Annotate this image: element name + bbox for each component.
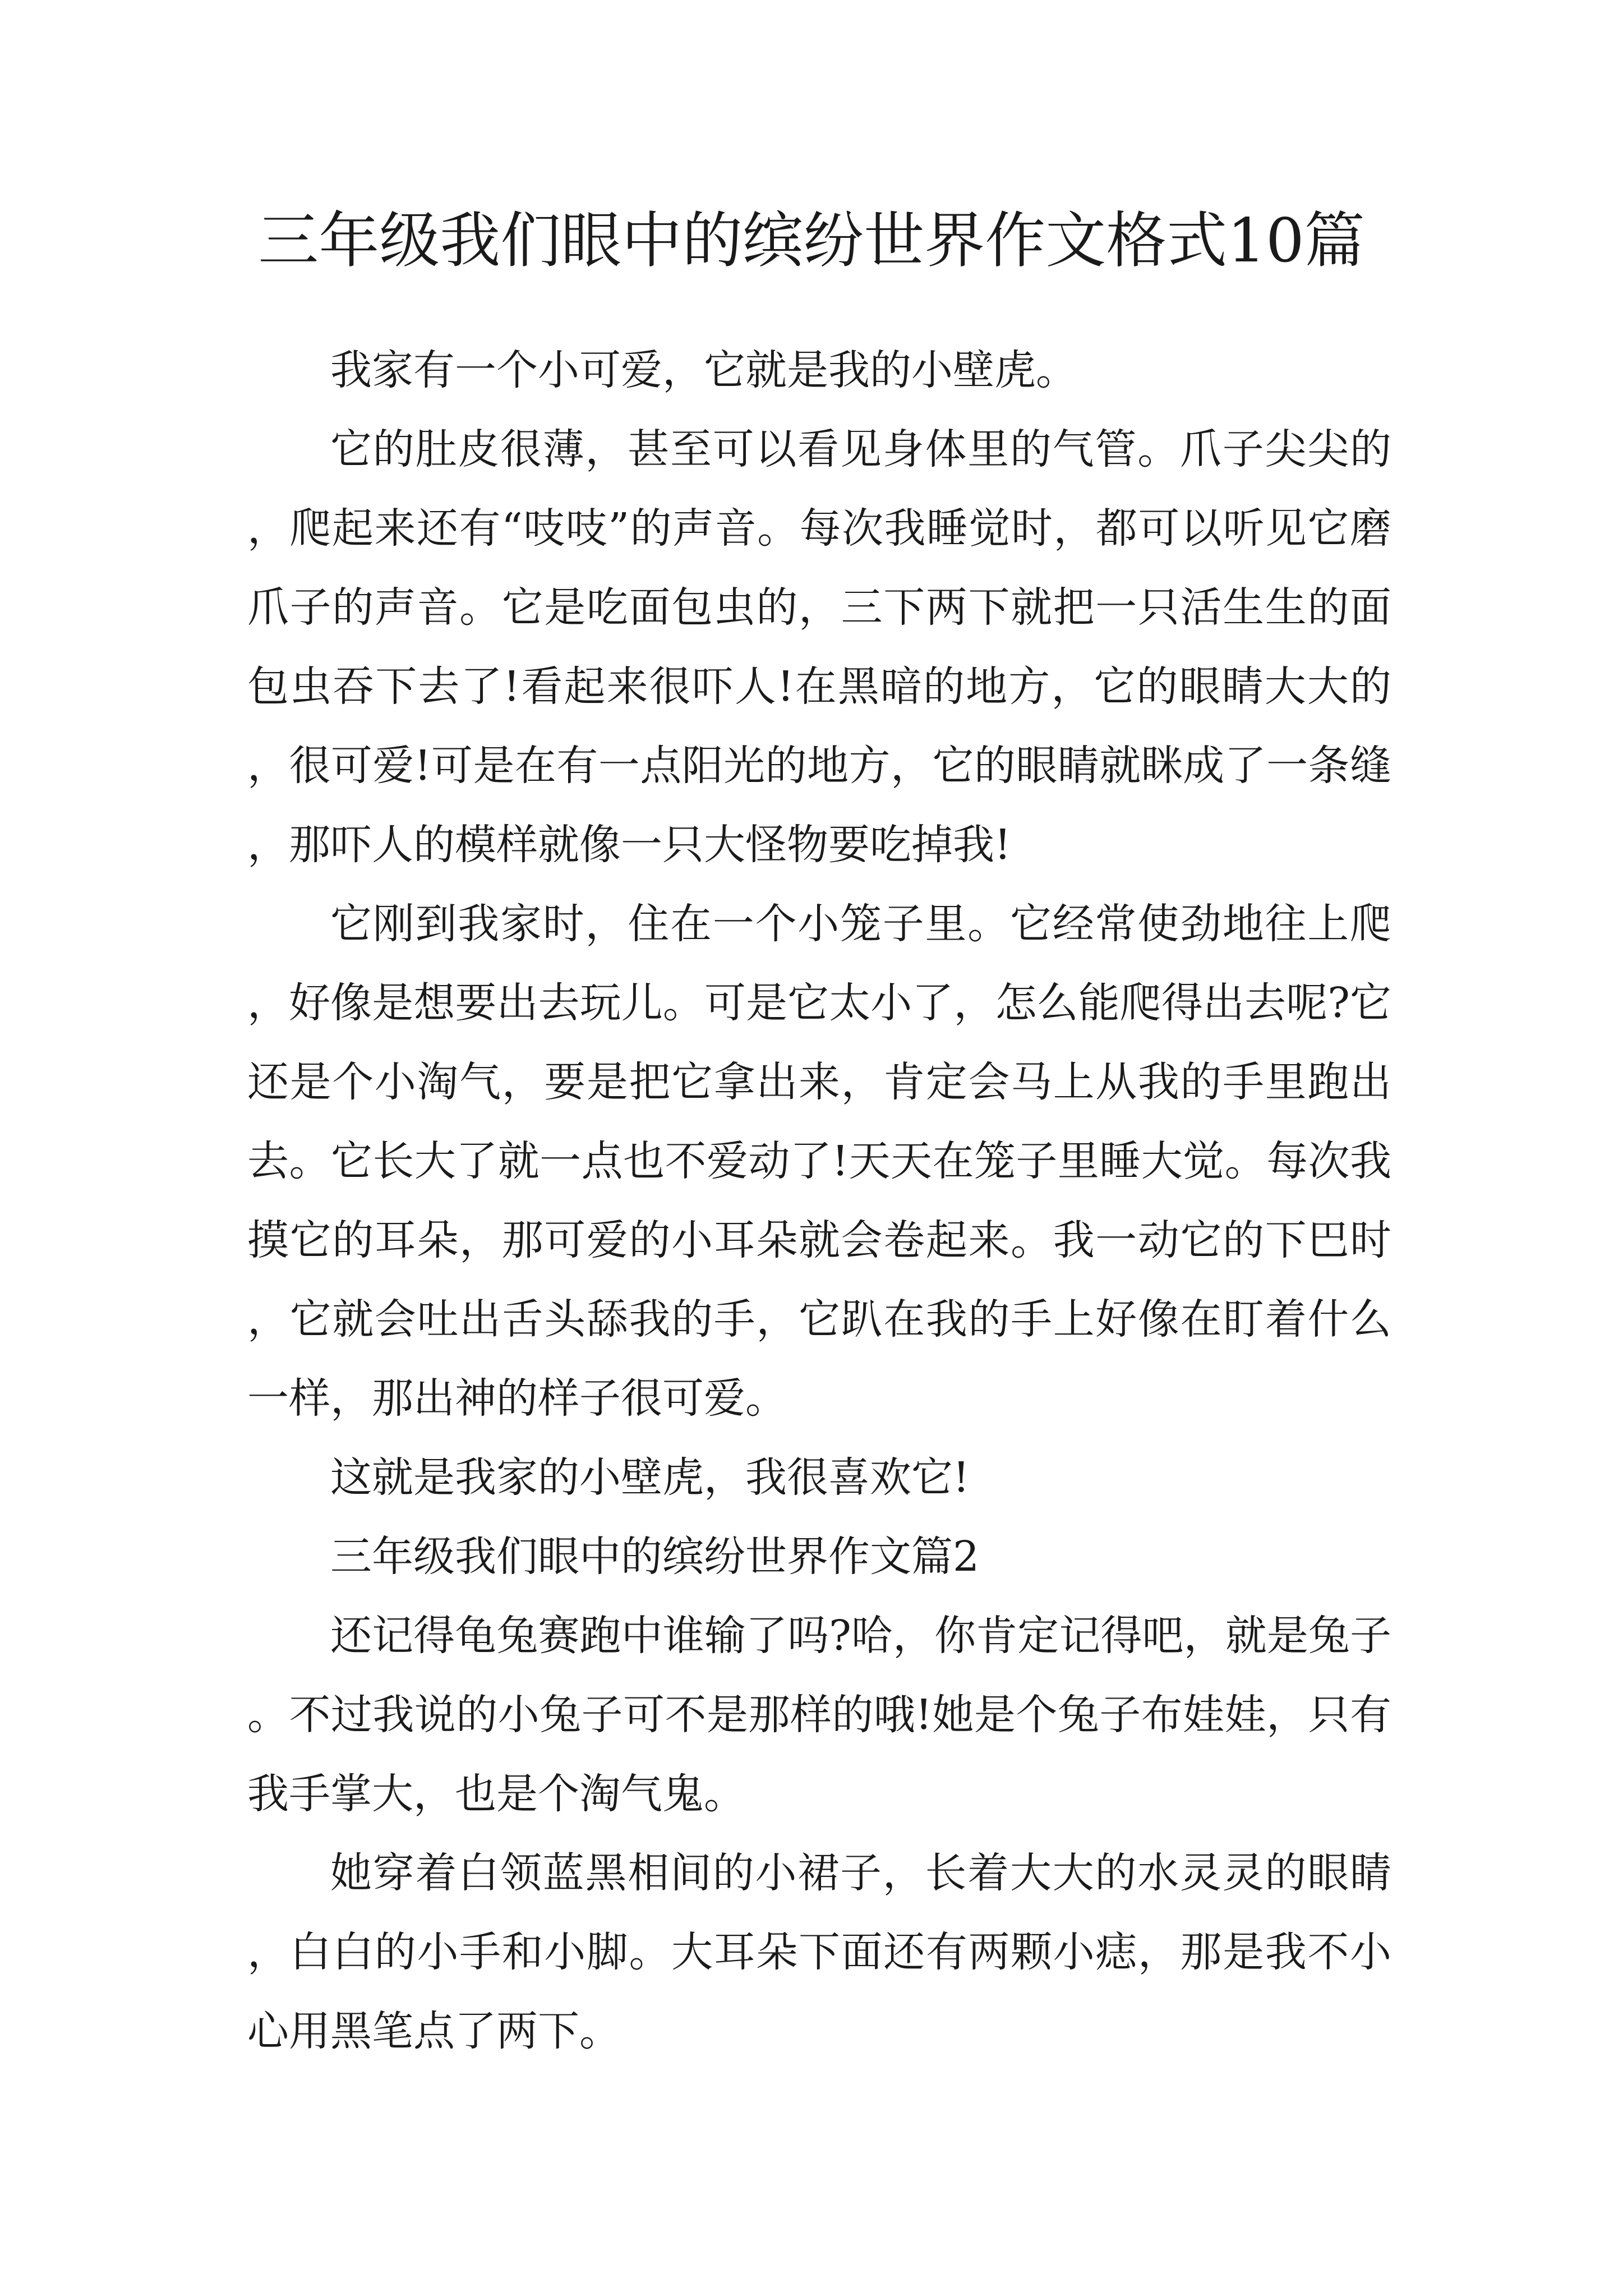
paragraph: 这就是我家的小壁虎，我很喜欢它! xyxy=(330,1453,970,1502)
paragraph: 它刚到我家时，住在一个小笼子里。它经常使劲地往上爬，好像是想要出去玩儿。可是它太小了，怎么能爬得出去呢?它还是个小淘气，要是把它拿出来，肯定会马上从我的手里跑出去。它长大了就一点也不爱动了!天天在笼子里睡大觉。每次我摸它的耳朵，那可爱的小耳朵就会卷起来。我一动它的下巴时，它就会吐出舌头舔我的手，它趴在我的手上好像在盯着什么一样，那出神的样子很可爱。 xyxy=(247,900,1391,1423)
paragraph: 它的肚皮很薄，甚至可以看见身体里的气管。爪子尖尖的，爬起来还有“吱吱”的声音。每次我睡觉时，都可以听见它磨爪子的声音。它是吃面包虫的，三下两下就把一只活生生的面包虫吞下去了!看起来很吓人!在黑暗的地方，它的眼睛大大的，很可爱!可是在有一点阳光的地方，它的眼睛就眯成了一条缝，那吓人的模样就像一只大怪物要吃掉我! xyxy=(247,425,1391,869)
paragraph: 她穿着白领蓝黑相间的小裙子，长着大大的水灵灵的眼睛，白白的小手和小脚。大耳朵下面还有两颗小痣，那是我不小心用黑笔点了两下。 xyxy=(247,1849,1391,2055)
paragraph: 还记得龟兔赛跑中谁输了吗?哈，你肯定记得吧，就是兔子。不过我说的小兔子可不是那样的哦!她是个兔子布娃娃，只有我手掌大，也是个淘气鬼。 xyxy=(247,1612,1391,1818)
paragraph: 我家有一个小可爱，它就是我的小壁虎。 xyxy=(330,346,1077,394)
document-title: 三年级我们眼中的缤纷世界作文格式10篇 xyxy=(258,206,1365,276)
section-heading: 三年级我们眼中的缤纷世界作文篇2 xyxy=(330,1533,980,1581)
document-body xyxy=(247,331,1391,2071)
